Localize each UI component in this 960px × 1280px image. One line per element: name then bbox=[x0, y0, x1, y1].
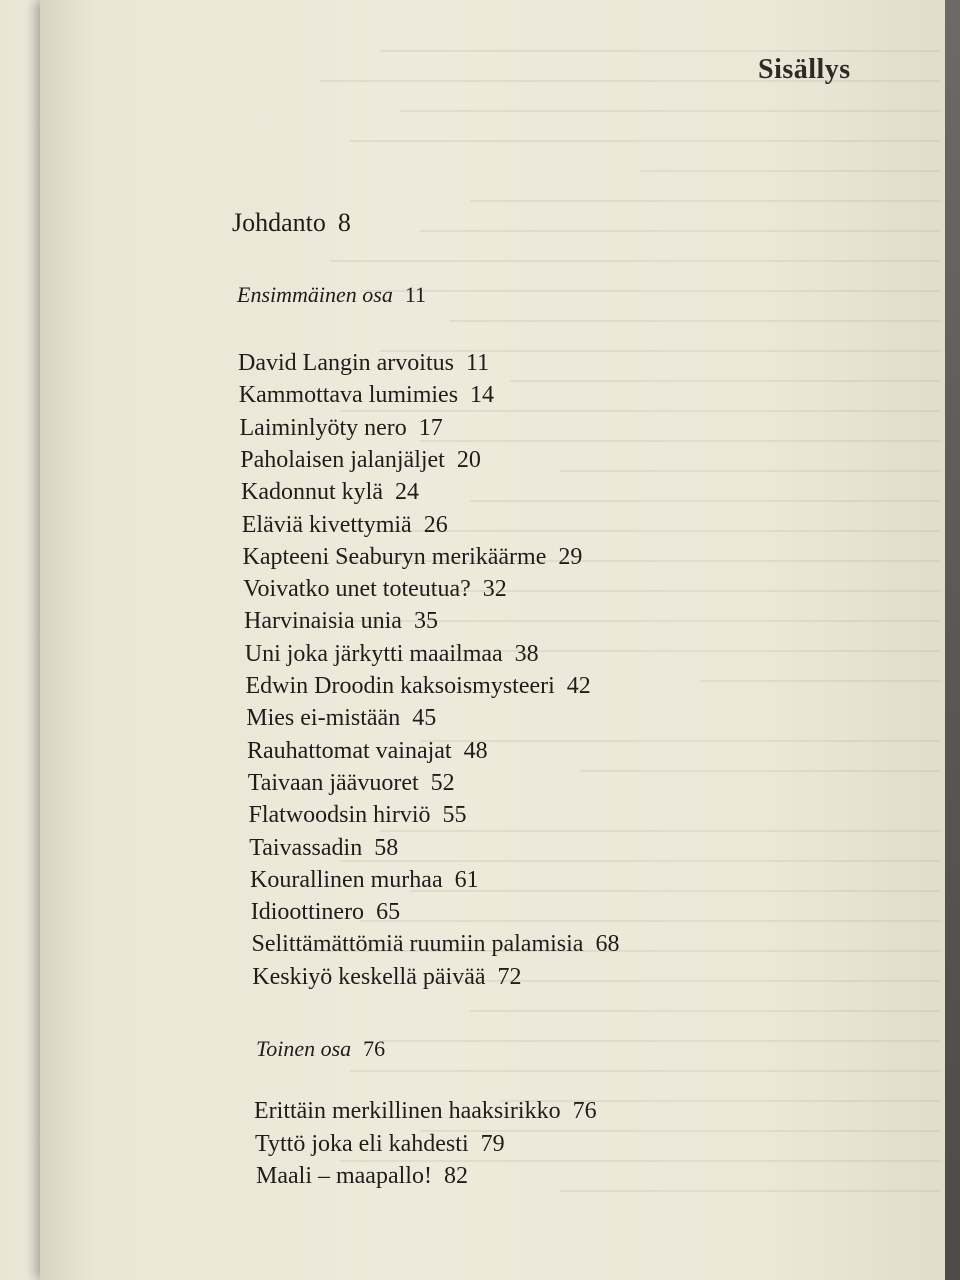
toc-entry-title: Taivassadin bbox=[249, 834, 363, 861]
show-through-line bbox=[380, 50, 940, 52]
toc-entry-page: 38 bbox=[514, 640, 539, 667]
toc-entry-page: 79 bbox=[480, 1130, 505, 1157]
toc-entry-page: 65 bbox=[376, 899, 401, 926]
toc-entry bbox=[256, 1161, 468, 1191]
toc-entry-page: 29 bbox=[558, 543, 583, 570]
toc-entry-title: Kourallinen murhaa bbox=[250, 866, 443, 893]
background-cloth bbox=[945, 0, 960, 1280]
toc-part-page: 11 bbox=[404, 282, 427, 307]
toc-entry-page: 8 bbox=[337, 208, 351, 237]
toc-entry bbox=[245, 639, 539, 669]
show-through-line bbox=[470, 200, 940, 202]
toc-entry bbox=[246, 703, 436, 733]
toc-entry-title: Mies ei-mistään bbox=[246, 705, 401, 732]
toc-entry-title: Maali – maapallo! bbox=[256, 1163, 432, 1189]
show-through-line bbox=[380, 530, 940, 532]
show-through-line bbox=[510, 380, 940, 382]
show-through-line bbox=[700, 680, 940, 682]
show-through-line bbox=[330, 260, 940, 262]
toc-entry-page: 52 bbox=[430, 769, 455, 796]
show-through-line bbox=[580, 770, 940, 772]
toc-entry-page: 72 bbox=[497, 963, 522, 990]
toc-entry bbox=[239, 380, 494, 410]
toc-entry bbox=[244, 606, 438, 636]
show-through-line bbox=[350, 140, 940, 142]
show-through-line bbox=[380, 830, 940, 832]
show-through-line bbox=[350, 1070, 940, 1072]
show-through-line bbox=[400, 110, 940, 112]
toc-entry-page: 61 bbox=[454, 866, 479, 893]
toc-entry bbox=[252, 962, 521, 992]
page-title: Sisällys bbox=[758, 54, 851, 85]
toc-entry-title: Flatwoodsin hirviö bbox=[248, 802, 431, 829]
toc-entry bbox=[242, 510, 448, 540]
toc-entry-title: Kammottava lumimies bbox=[238, 382, 459, 409]
toc-entry-title: Keskiyö keskellä päivää bbox=[252, 963, 486, 990]
show-through-line bbox=[360, 920, 940, 922]
toc-entry bbox=[246, 671, 591, 701]
show-through-line bbox=[360, 290, 940, 292]
toc-entry-page: 48 bbox=[463, 737, 488, 764]
toc-entry bbox=[254, 1096, 597, 1126]
toc-entry-page: 26 bbox=[423, 511, 448, 538]
toc-entry-title: Erittäin merkillinen haaksirikko bbox=[254, 1098, 561, 1124]
toc-entry bbox=[249, 800, 467, 830]
toc-entry bbox=[247, 736, 488, 766]
toc-entry-page: 82 bbox=[443, 1163, 468, 1189]
toc-entry-title: David Langin arvoitus bbox=[238, 350, 454, 376]
toc-entry-page: 17 bbox=[418, 414, 443, 441]
toc-entry-title: Edwin Droodin kaksoismysteeri bbox=[245, 673, 555, 699]
toc-entry bbox=[240, 445, 481, 475]
show-through-line bbox=[380, 1040, 940, 1042]
show-through-line bbox=[450, 320, 940, 322]
show-through-line bbox=[640, 170, 940, 172]
toc-entry-page: 35 bbox=[413, 608, 438, 635]
toc-entry-page: 55 bbox=[442, 802, 467, 829]
toc-entry-title: Paholaisen jalanjäljet bbox=[240, 446, 445, 473]
toc-entry bbox=[241, 477, 419, 507]
toc-entry-intro bbox=[232, 208, 351, 238]
show-through-line bbox=[470, 500, 940, 502]
toc-entry bbox=[243, 574, 507, 604]
toc-entry bbox=[248, 768, 455, 798]
toc-entry bbox=[255, 1129, 505, 1159]
toc-entry bbox=[238, 348, 489, 378]
toc-part-page: 76 bbox=[363, 1036, 386, 1061]
toc-entry bbox=[249, 833, 398, 863]
show-through-line bbox=[470, 1010, 940, 1012]
toc-part-title: Ensimmäinen osa bbox=[237, 282, 393, 307]
show-through-line bbox=[560, 470, 940, 472]
toc-entry-page: 68 bbox=[595, 931, 620, 958]
toc-entry-title: Eläviä kivettymiä bbox=[241, 511, 412, 538]
show-through-line bbox=[340, 860, 940, 862]
toc-entry-page: 32 bbox=[482, 576, 507, 603]
toc-entry bbox=[251, 897, 400, 927]
toc-entry-title: Kapteeni Seaburyn merikäärme bbox=[242, 543, 547, 570]
toc-part-two bbox=[256, 1034, 385, 1064]
toc-entry bbox=[250, 865, 479, 895]
show-through-line bbox=[420, 740, 940, 742]
toc-entry-page: 58 bbox=[374, 834, 399, 861]
toc-entry-title: Laiminlyöty nero bbox=[239, 414, 407, 441]
toc-entry bbox=[240, 413, 443, 443]
toc-entry bbox=[243, 542, 583, 572]
toc-entry-title: Tyttö joka eli kahdesti bbox=[255, 1130, 469, 1157]
toc-entry-page: 14 bbox=[470, 382, 495, 409]
show-through-line bbox=[420, 230, 940, 232]
toc-entry-page: 76 bbox=[572, 1098, 597, 1124]
toc-entry-title: Johdanto bbox=[232, 208, 326, 237]
show-through-line bbox=[560, 1190, 940, 1192]
toc-entry-page: 24 bbox=[394, 479, 419, 506]
toc-entry-page: 45 bbox=[412, 705, 437, 732]
toc-entry-page: 42 bbox=[566, 673, 591, 699]
toc-entry-title: Taivaan jäävuoret bbox=[247, 769, 419, 796]
toc-entry-title: Voivatko unet toteutua? bbox=[243, 576, 471, 603]
toc-entry-page: 20 bbox=[456, 446, 481, 473]
toc-part-title: Toinen osa bbox=[256, 1036, 352, 1061]
toc-entry-title: Kadonnut kylä bbox=[241, 479, 383, 506]
show-through-line bbox=[420, 440, 940, 442]
book-page bbox=[40, 0, 945, 1280]
toc-entry-page: 11 bbox=[465, 350, 490, 376]
toc-entry-title: Uni joka järkytti maailmaa bbox=[244, 640, 503, 667]
toc-entry-title: Selittämättömiä ruumiin palamisia bbox=[251, 931, 584, 958]
toc-entry-title: Rauhattomat vainajat bbox=[247, 737, 452, 764]
toc-entry bbox=[252, 929, 620, 959]
toc-entry-title: Harvinaisia unia bbox=[244, 608, 402, 635]
toc-part-one bbox=[237, 280, 426, 310]
toc-entry-title: Idioottinero bbox=[250, 899, 365, 926]
show-through-line bbox=[410, 890, 940, 892]
